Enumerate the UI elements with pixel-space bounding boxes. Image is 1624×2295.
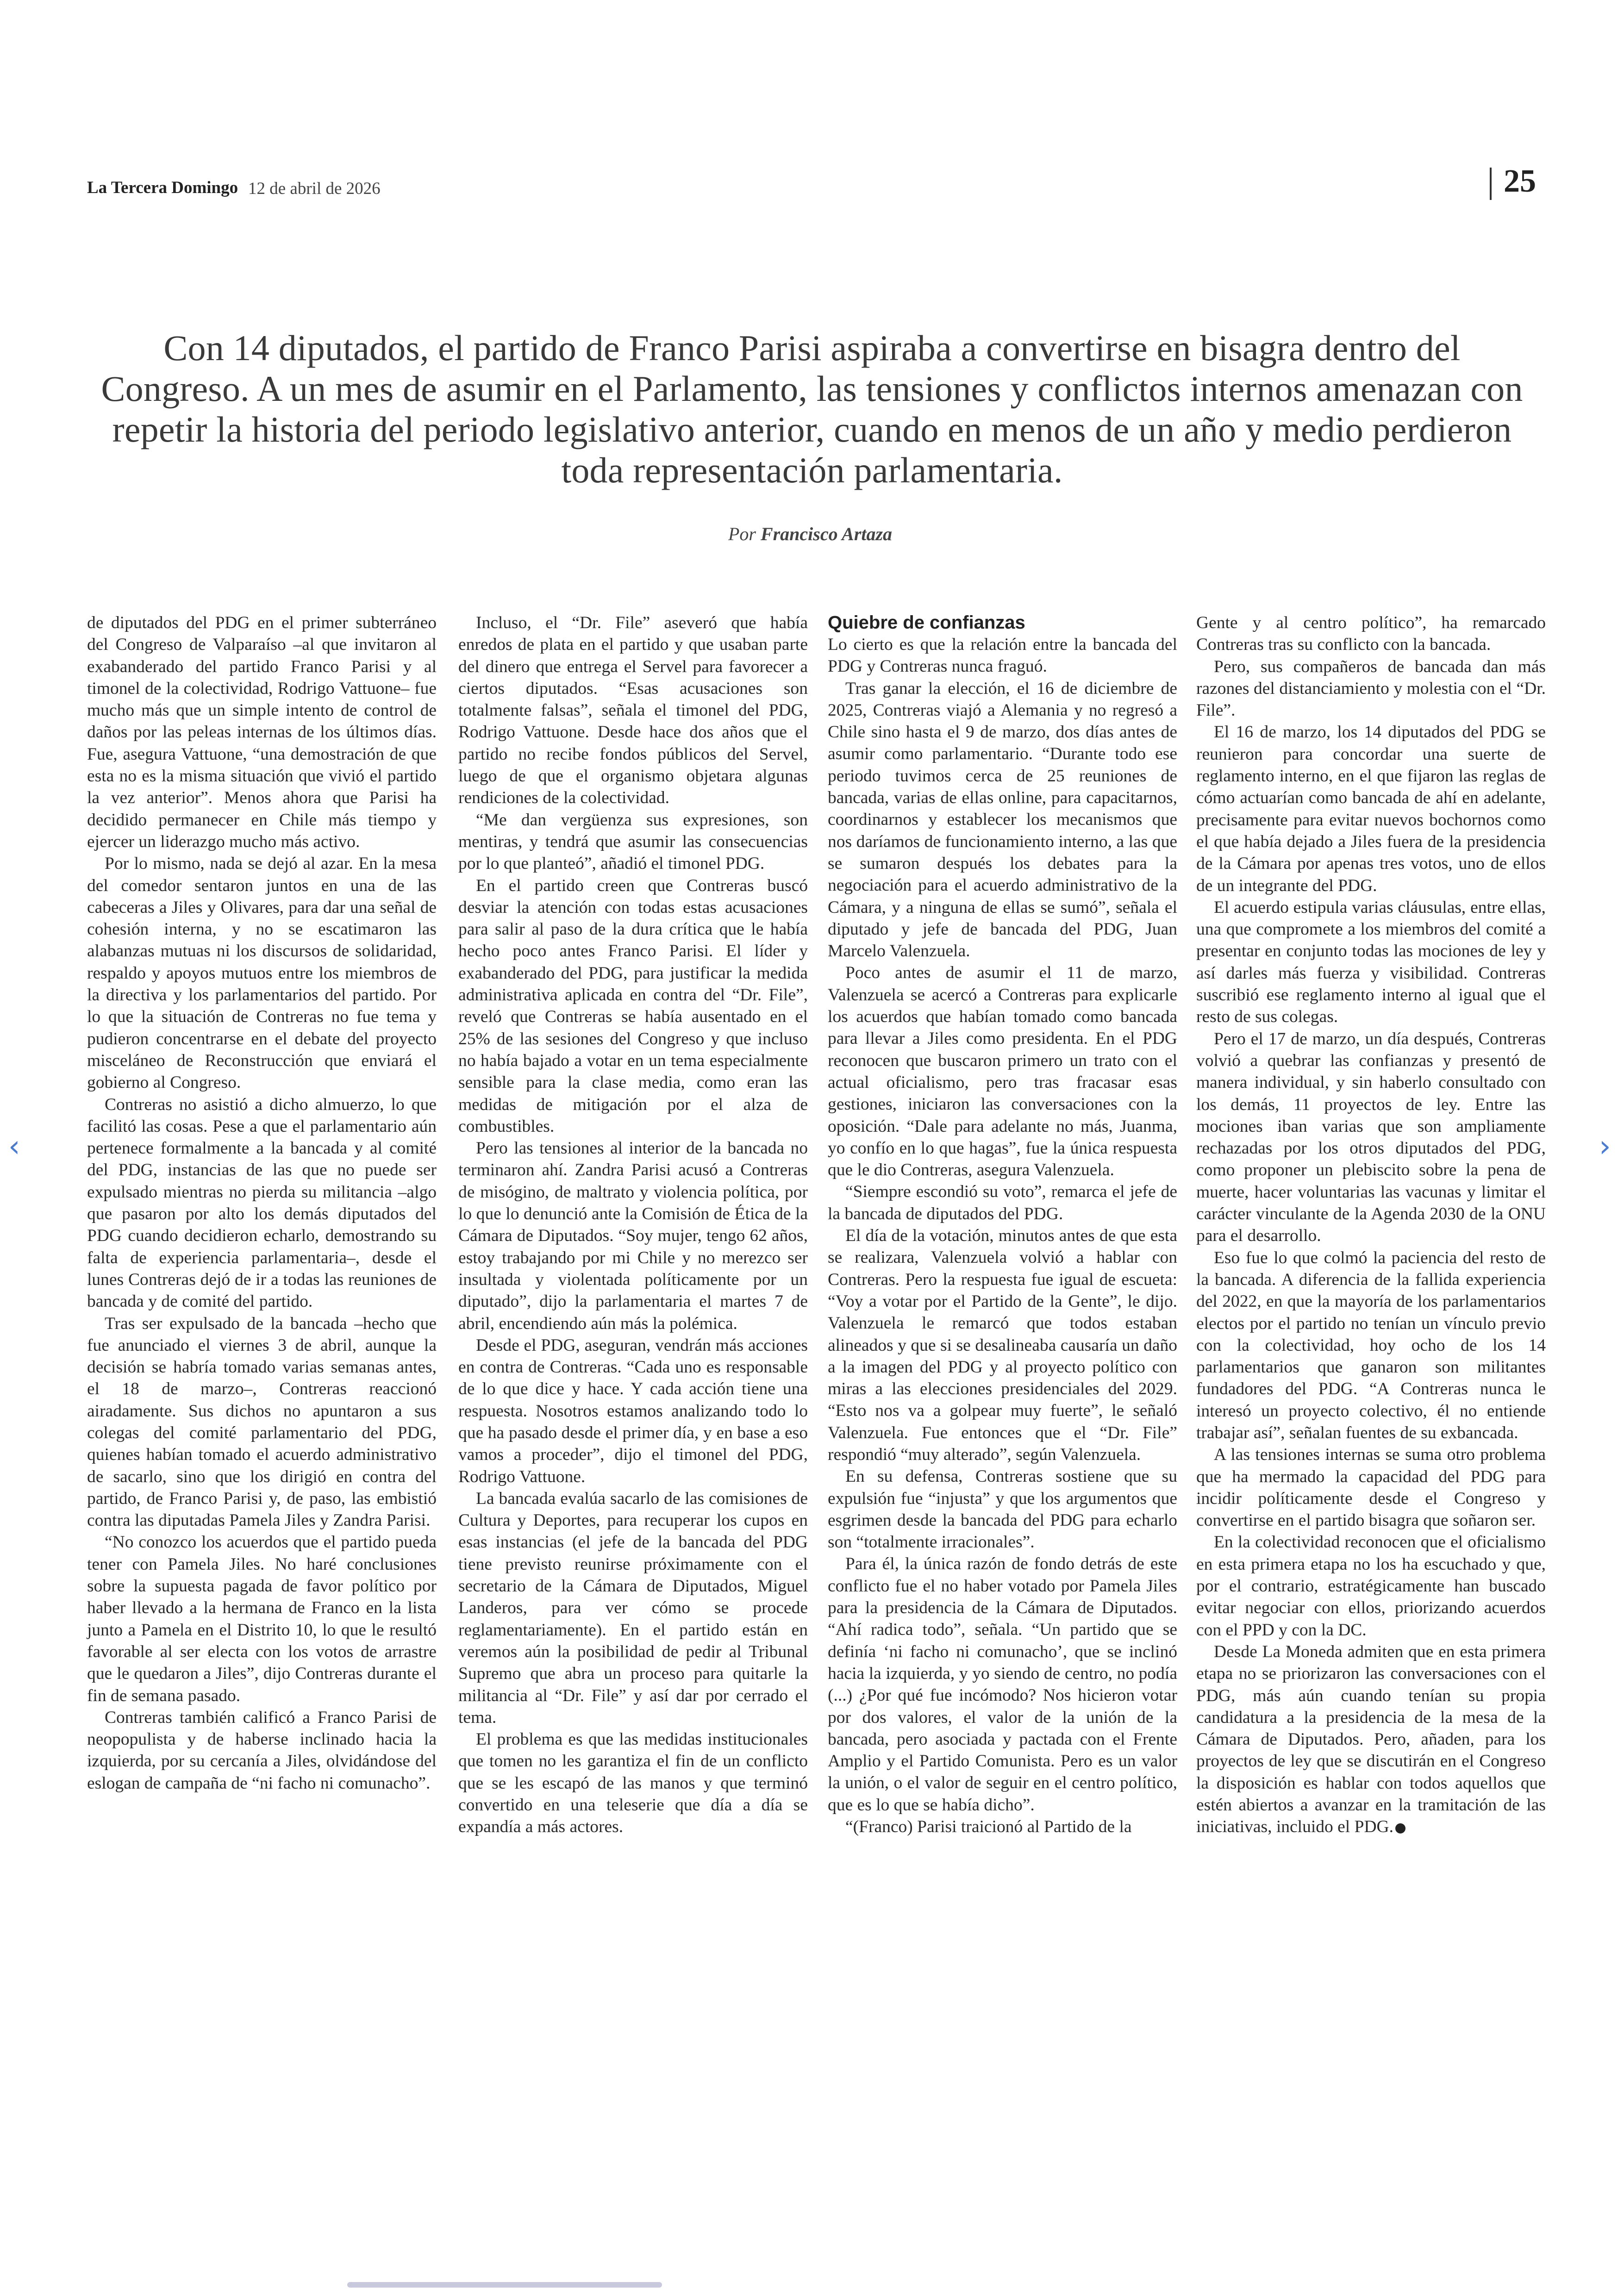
paragraph: En su defensa, Contreras sostiene que su expulsión fue “injusta” y que los argumentos que esgrimen desde la bancada del PDG para echarlo son “totalmente irracionales”. [828,1467,1177,1552]
byline-prefix: Por [728,524,756,544]
paragraph: Para él, la única razón de fondo detrás de este conflicto fue el no haber votado por Pamela Jiles para la presidencia de la Cámara de Diputados. “Ahí radica todo”, señala. “Un partido que se definía ‘ni facho ni comunacho’, que se inclinó hacia la izquierda, y yo siendo de centro, no podía (...) ¿Por qué fue incómodo? Nos hicieron votar por dos valores, el valor de la unión de la bancada, pero asociada y pactada con el Frente Amplio y el Partido Comunista. Pero es un valor la unión, o el valor de seguir en el centro político, que es lo que se había dicho”. [828,1554,1177,1815]
end-of-article-icon [1395,1823,1405,1834]
horizontal-scrollbar[interactable] [347,2282,662,2288]
paragraph: Gente y al centro político”, ha remarcado Contreras tras su conflicto con la bancada. [1196,613,1546,655]
paragraph: “No conozco los acuerdos que el partido pueda tener con Pamela Jiles. No haré conclusiones sobre la supuesta pagada de favor político por haber llevado a la hermana de Franco en la lista junto a Pamela en el Distrito 10, lo que le resultó favorable al ser electa con los votos de arrastre que le quedaron a Jiles”, dijo Contreras durante el fin de semana pasado. [87,1533,437,1705]
paragraph: “Siempre escondió su voto”, remarca el jefe de la bancada de diputados del PDG. [828,1182,1177,1223]
column-3 [828,612,1177,1838]
paragraph: Eso fue lo que colmó la paciencia del resto de la bancada. A diferencia de la fallida experiencia del 2022, en que la mayoría de los parlamentarios electos por el partido no tenían un vínculo previo con la colectividad, hoy ocho de los 14 parlamentarios que ganaron son militantes fundadores del PDG. “A Contreras nunca le interesó un proyecto colectivo, él no entiende trabajar así”, señalan fuentes de su exbancada. [1196,1248,1546,1442]
publication-name: La Tercera Domingo [87,178,238,197]
paragraph: “Me dan vergüenza sus expresiones, son mentiras, y tendrá que asumir las consecuencias por lo que planteó”, añadió el timonel PDG. [458,810,808,873]
paragraph: El problema es que las medidas institucionales que tomen no les garantiza el fin de un conflicto que se les escapó de las manos y que terminó convertido en una teleserie que día a día se expandía a más actores. [458,1730,808,1837]
paragraph: Pero las tensiones al interior de la bancada no terminaron ahí. Zandra Parisi acusó a Contreras de misógino, de maltrato y violencia política, por lo que lo denunció ante la Comisión de Ética de la Cámara de Diputados. “Soy mujer, tengo 62 años, estoy trabajando por mi Chile y no merezco ser insultada y violentada políticamente por un diputado”, dijo la parlamentaria el martes 7 de abril, encendiendo aún más la polémica. [458,1139,808,1333]
paragraph: Pero, sus compañeros de bancada dan más razones del distanciamiento y molestia con el “Dr. File”. [1196,657,1546,720]
byline-author: Francisco Artaza [760,524,893,544]
paragraph: Contreras no asistió a dicho almuerzo, lo que facilitó las cosas. Pese a que el parlamentario aún pertenece formalmente a la bancada y al comité del PDG, instancias de las que no puede ser expulsado mientras no pierda su militancia –algo que pasaron por alto los demás diputados del PDG cuando decidieron echarlo, demostrando su falta de experiencia parlamentaria–, desde el lunes Contreras dejó de ir a todas las reuniones de bancada y de comité del partido. [87,1095,437,1311]
paragraph: A las tensiones internas se suma otro problema que ha mermado la capacidad del PDG para incidir políticamente desde el Congreso y convertirse en el partido bisagra que soñaron ser. [1196,1445,1546,1530]
paragraph: El 16 de marzo, los 14 diputados del PDG se reunieron para concordar una suerte de reglamento interno, en el que fijaron las reglas de cómo actuarían como bancada de ahí en adelante, precisamente para evitar nuevos bochornos como el que había dejado a Jiles fuera de la presidencia de la Cámara por apenas tres votos, uno de ellos de un integrante del PDG. [1196,723,1546,895]
page-number: 25 [1504,163,1536,199]
paragraph: Desde el PDG, aseguran, vendrán más acciones en contra de Contreras. “Cada uno es responsable de lo que dice y hace. Y cada acción tiene una respuesta. Nosotros estamos analizando todo lo que ha pasado desde el primer día, y en base a eso vamos a proceder”, dijo el timonel del PDG, Rodrigo Vattuone. [458,1335,808,1486]
paragraph: En la colectividad reconocen que el oficialismo en esta primera etapa no los ha escuchado y que, por el contrario, estratégicamente han buscado evitar negociar con ellos, priorizando acuerdos con el PPD y con la DC. [1196,1533,1546,1640]
paragraph: Contreras también calificó a Franco Parisi de neopopulista y de haberse inclinado hacia la izquierda, por su cercanía a Jiles, olvidándose del eslogan de campaña de “ni facho ni comunacho”. [87,1708,437,1793]
paragraph: Tras ser expulsado de la bancada –hecho que fue anunciado el viernes 3 de abril, aunque la decisión se habría tomado varias semanas antes, el 18 de marzo–, Contreras reaccionó airadamente. Sus dichos no apuntaron a sus colegas del comité parlamentario del PDG, quienes habían tomado el acuerdo administrativo de sacarlo, sino que los dirigió en contra del partido, de Franco Parisi y, de paso, las embistió contra las diputadas Pamela Jiles y Zandra Parisi. [87,1314,437,1530]
paragraph: El día de la votación, minutos antes de que esta se realizara, Valenzuela volvió a hablar con Contreras. Pero la respuesta fue igual de escueta: “Voy a votar por el Partido de la Gente”, le dijo. Valenzuela le remarcó que todos estaban alineados y que si se desalineaba causaría un daño a la imagen del PDG y al proyecto político con miras a las elecciones presidenciales del 2029. “Esto nos va a golpear muy fuerte”, le señaló Valenzuela. Fue entonces que el “Dr. File” respondió “muy alterado”, según Valenzuela. [828,1226,1177,1464]
paragraph: Poco antes de asumir el 11 de marzo, Valenzuela se acercó a Contreras para explicarle los acuerdos que habían tomado como bancada para llevar a Jiles como presidenta. En el PDG reconocen que buscaron primero un trato con el actual oficialismo, pero tras fracasar esas gestiones, iniciaron las conversaciones con la oposición. “Dale para adelante no más, Juanma, yo confío en lo que hagas”, fue la única respuesta que le dio Contreras, asegura Valenzuela. [828,963,1177,1180]
byline [602,523,1018,545]
paragraph: de diputados del PDG en el primer subterráneo del Congreso de Valparaíso –al que invitaron al exabanderado del partido Franco Parisi y al timonel de la colectividad, Rodrigo Vattuone– fue mucho más que un simple intento de control de daños por las peleas internas de los últimos días. Fue, asegura Vattuone, “una demostración de que esta no es la misma situación que vivió el partido la vez anterior”. Menos ahora que Parisi ha decidido permanecer en Chile más tiempo y ejercer un liderazgo mucho más activo. [87,613,437,851]
article-deck: Con 14 diputados, el partido de Franco Parisi aspiraba a convertirse en bisagra dentro del Congreso. A un mes de asumir en el Parlamento, las tensiones y conflictos internos amenazan con repetir la historia del periodo legislativo anterior, cuando en menos de un año y medio perdieron toda representación parlamentaria. [101,328,1523,490]
paragraph: Por lo mismo, nada se dejó al azar. En la mesa del comedor sentaron juntos en una de las cabeceras a Jiles y Olivares, para dar una señal de cohesión interna, y no se escatimaron las alabanzas mutuas ni los discursos de solidaridad, respaldo y apoyos mutuos entre los miembros de la directiva y los parlamentarios del partido. Por lo que la situación de Contreras no fue tema y pudieron concentrarse en el debate del proyecto misceláneo de Reconstrucción que enviará el gobierno al Congreso. [87,854,437,1092]
section-subhead: Quiebre de confianzas [828,612,1025,633]
paragraph: La bancada evalúa sacarlo de las comisiones de Cultura y Deportes, para recuperar los cupos en esas instancias (el jefe de la bancada del PDG tiene previsto reunirse próximamente con el secretario de la Cámara de Diputados, Miguel Landeros, para ver cómo se procede reglamentariamente). En el partido están en veremos aún la posibilidad de pedir al Tribunal Supremo que abra un proceso para quitarle la militancia al “Dr. File” y así dar por cerrado el tema. [458,1489,808,1727]
paragraph: “(Franco) Parisi traicionó al Partido de la [845,1817,1132,1837]
paragraph: Tras ganar la elección, el 16 de diciembre de 2025, Contreras viajó a Alemania y no regresó a Chile sino hasta el 9 de marzo, dos días antes de asumir como parlamentario. “Durante todo ese periodo tuvimos cerca de 25 reuniones de bancada, varias de ellas online, para capacitarnos, coordinarnos y establecer los mecanismos que nos daríamos de funcionamiento interno, a las que se sumaron después los debates para la negociación para el acuerdo administrativo de la Cámara, y a ninguna de ellas se sumó”, señala el diputado y jefe de bancada del PDG, Juan Marcelo Valenzuela. [828,679,1177,961]
paragraph: Lo cierto es que la relación entre la bancada del PDG y Contreras nunca fraguó. [828,635,1177,676]
column-4 [1196,612,1546,1838]
column-2 [458,612,808,1838]
chevron-left-icon[interactable]: ‹ [8,1129,20,1164]
column-1 [87,612,437,1794]
chevron-right-icon[interactable]: › [1599,1129,1611,1164]
header-divider [1490,168,1492,200]
paragraph-text: Desde La Moneda admiten que en esta primera etapa no se priorizaron las conversaciones con el PDG, más aún cuando tenían su propia candidatura a la presidencia de la mesa de la Cámara de Diputados. Pero, añaden, para los proyectos de ley que se discutirán en el Congreso la disposición es hablar con todos aquellos que estén abiertos a avanzar en la tramitación de las iniciativas, incluido el PDG. [1196,1642,1546,1837]
paragraph: El acuerdo estipula varias cláusulas, entre ellas, una que compromete a los miembros del comité a presentar en conjunto todas las mociones de ley y así darles más fuerza y visibilidad. Contreras suscribió ese reglamento interno al igual que el resto de sus colegas. [1196,898,1546,1027]
paragraph [1196,1641,1546,1838]
publication-date: 12 de abril de 2026 [248,179,381,198]
paragraph: Pero el 17 de marzo, un día después, Contreras volvió a quebrar las confianzas y presentó de manera individual, y sin haberlo consultado con los demás, 11 proyectos de ley. Entre las mociones iban varias que son ampliamente rechazadas por los otros diputados del PDG, como proponer un plebiscito sobre la pena de muerte, hacer voluntarias las vacunas y limitar el carácter vinculante de la Agenda 2030 de la ONU para el desarrollo. [1196,1029,1546,1246]
paragraph: Incluso, el “Dr. File” aseveró que había enredos de plata en el partido y que usaban parte del dinero que entrega el Servel para favorecer a ciertos diputados. “Esas acusaciones son totalmente falsas”, señala el timonel del PDG, Rodrigo Vattuone. Desde hace dos años que el partido no recibe fondos públicos del Servel, luego de que el organismo objetara algunas rendiciones de la colectividad. [458,613,808,808]
paragraph: En el partido creen que Contreras buscó desviar la atención con todas estas acusaciones para salir al paso de la dura crítica que le había hecho poco antes Franco Parisi. El líder y exabanderado del PDG, para justificar la medida administrativa aplicada en contra del “Dr. File”, reveló que Contreras se había ausentado en el 25% de las sesiones del Congreso y que incluso no había bajado a votar en un tema especialmente sensible para la clase media, como eran las medidas de mitigación por el alza de combustibles. [458,876,808,1136]
